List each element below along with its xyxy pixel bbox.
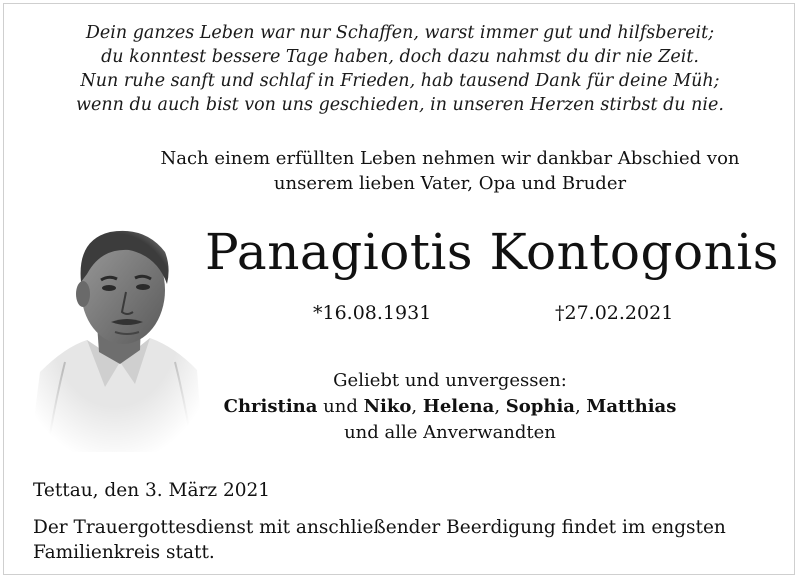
farewell-intro [130, 146, 770, 196]
death-date: †27.02.2021 [555, 302, 674, 324]
separator: , [411, 396, 423, 417]
poem-line: Dein ganzes Leben war nur Schaffen, warst immer gut und hilfsbereit; [85, 23, 715, 43]
poem-line: wenn du auch bist von uns geschieden, in unseren Herzen stirbst du nie. [76, 95, 724, 115]
memorial-poem [0, 21, 800, 117]
mourner-name: Christina [223, 396, 318, 417]
separator: , [574, 396, 587, 417]
funeral-notice: Der Trauergottesdienst mit anschließender Beerdigung findet im engsten Familienkreis statt. [33, 517, 726, 563]
mourner-name: Helena [422, 396, 495, 417]
relatives-line: und alle Anverwandten [344, 422, 556, 443]
portrait-photo [25, 212, 205, 452]
intro-line: unserem lieben Vater, Opa und Bruder [273, 173, 627, 194]
deceased-name: Panagiotis Kontogonis [205, 223, 779, 281]
separator: , [494, 396, 506, 417]
mourners-names [180, 394, 720, 420]
birth-date: *16.08.1931 [313, 302, 432, 324]
mourner-name: Matthias [586, 396, 677, 417]
mourners-block [180, 368, 720, 446]
place-date: Tettau, den 3. März 2021 [33, 480, 271, 501]
mourner-name: Sophia [505, 396, 575, 417]
poem-line: du konntest bessere Tage haben, doch dazu nahmst du dir nie Zeit. [101, 47, 699, 67]
mourner-name: Niko [363, 396, 412, 417]
mourners-heading: Geliebt und unvergessen: [333, 370, 567, 391]
separator: und [317, 396, 364, 417]
poem-line: Nun ruhe sanft und schlaf in Frieden, hab tausend Dank für deine Müh; [80, 71, 720, 91]
intro-line: Nach einem erfüllten Leben nehmen wir dankbar Abschied von [160, 148, 740, 169]
